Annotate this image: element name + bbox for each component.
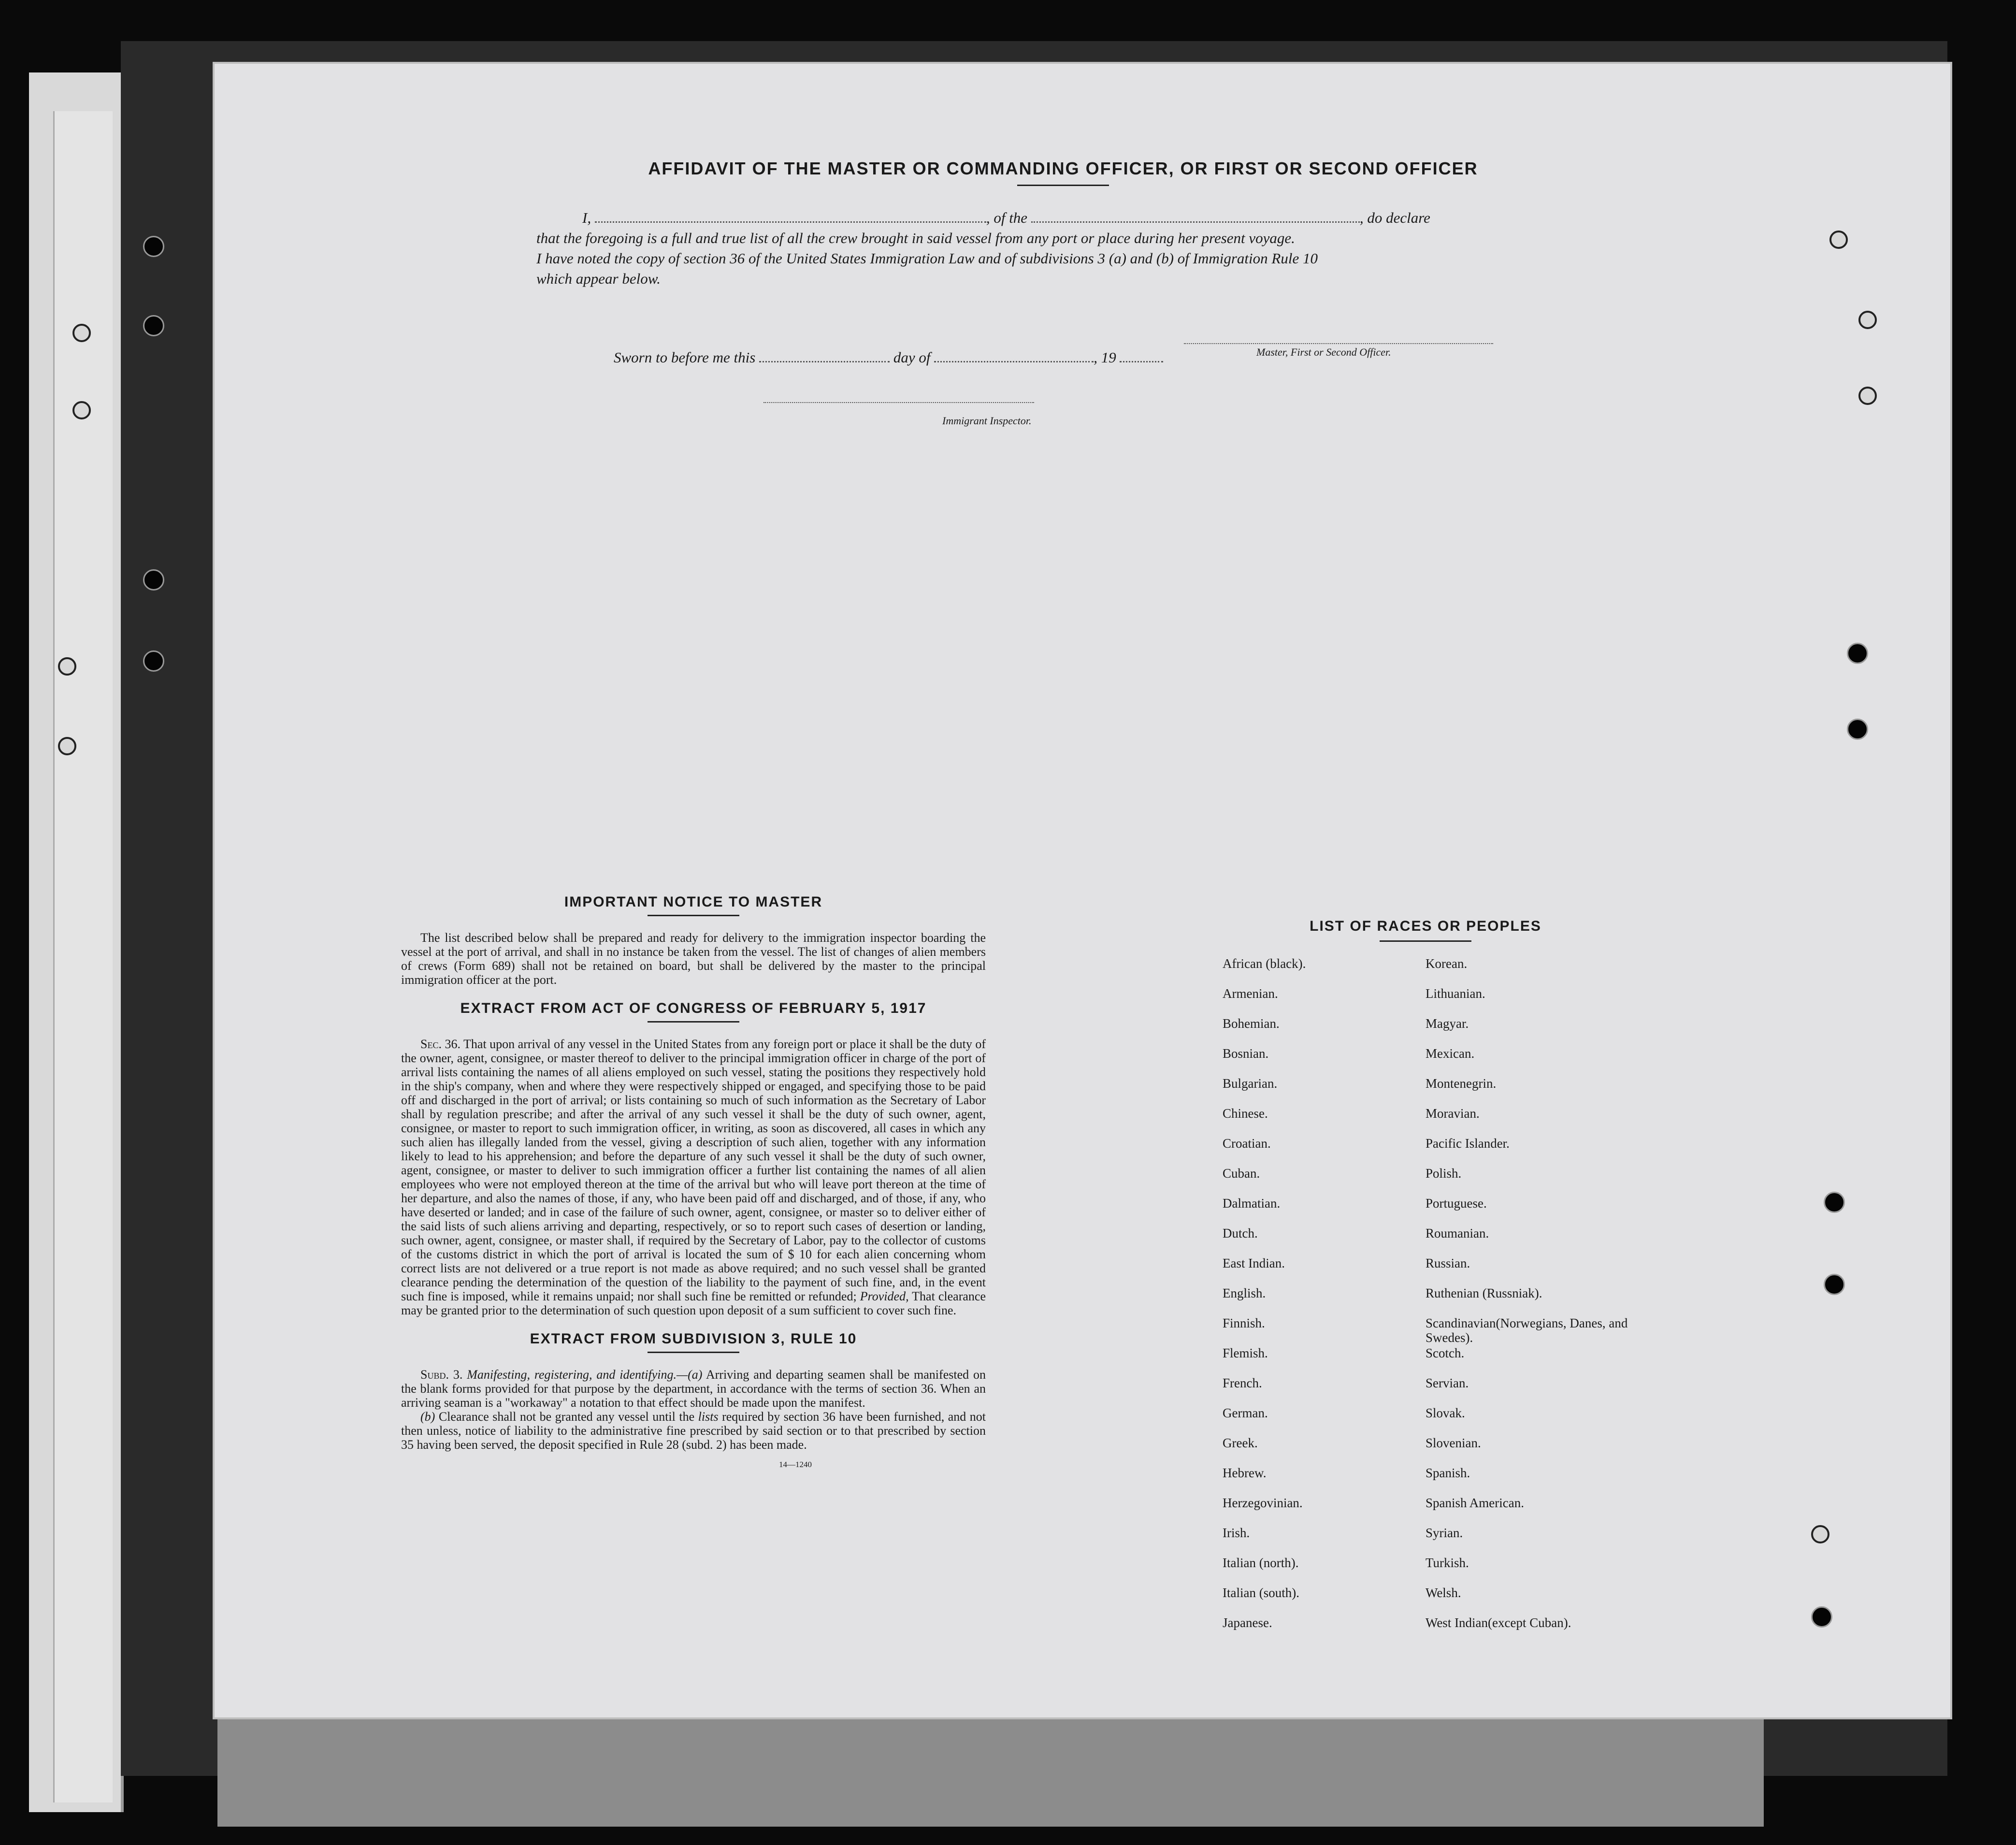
race-item: Dalmatian.: [1223, 1196, 1281, 1211]
punch-hole: [1824, 1274, 1845, 1295]
binder-hole: [143, 315, 164, 336]
races-left-column: [1223, 956, 1306, 1645]
race-item: Moravian.: [1426, 1106, 1480, 1121]
race-item: Croatian.: [1223, 1136, 1271, 1151]
race-item: Spanish.: [1426, 1466, 1470, 1480]
notices-column: [401, 895, 986, 1471]
underlying-page-strip: [217, 1715, 1764, 1827]
declaration-line-3: I have noted the copy of section 36 of the United States Immigration Law and of subdivisions 3 (a) and (b) of Immigration Rule 10: [536, 250, 1318, 267]
race-item: Russian.: [1426, 1256, 1470, 1270]
races-title: LIST OF RACES OR PEOPLES: [1310, 918, 1541, 934]
act-extract-text: Sec. 36. That upon arrival of any vessel in the United States from any foreign port or place it shall be the duty of the owner, agent, consignee, or master thereof to deliver to the principal immigration officer in charge of the port of arrival lists containing the names of all aliens employed on such vessel, stating the positions they respectively hold in the ship's company, when and where they were respectively shipped or engaged, and specifying those to be paid off and discharged in the port of arrival; or lists containing so much of such information as the Secretary of Labor shall by regulation prescribe; and after the arrival of any such vessel it shall be the duty of such owner, agent, consignee, or master to report to such immigration officer, in writing, as soon as discovered, all cases in which any such alien has illegally landed from the vessel, giving a description of such alien, together with any information likely to lead to his apprehension; and before the departure of any such vessel it shall be the duty of such owner, agent, consignee, or master to deliver to such immigration officer a further list containing the names of all alien employees who were not employed thereon at the time of the arrival but who will leave port thereon at the time of her departure, and also the names of those, if any, who have been paid off and discharged, and of those, if any, who have deserted or landed; and in case of the failure of such owner, agent, consignee, or master so to deliver either of the said lists of such aliens arriving and departing, respectively, or so to report such cases of desertion or landing, such owner, agent, consignee, or master shall, if required by the Secretary of Labor, pay to the collector of customs of the customs district in which the port of arrival is located the sum of $ 10 for each alien concerning whom correct lists are not delivered or a true report is not made as above required; and no such vessel shall be granted clearance pending the determination of the question of the liability to the payment of such fine, and, in the event such fine is imposed, while it remains unpaid; nor shall such fine be remitted or refunded; Provided, That clearance may be granted prior to the determination of such question upon deposit of a sum sufficient to cover such fine.: [401, 1037, 986, 1317]
inspector-caption: Immigrant Inspector.: [942, 415, 1032, 427]
race-item: English.: [1223, 1286, 1266, 1300]
declaration-of-the: , of the: [986, 209, 1028, 226]
title-rule: [1380, 940, 1471, 942]
race-item: Mexican.: [1426, 1046, 1475, 1061]
notice-text: The list described below shall be prepared and ready for delivery to the immigration inspector boarding the vessel at the port of arrival, and shall in no instance be taken from the vessel. The list of changes of alien members of crews (Form 689) shall not be retained on board, but shall be delivered by the master to the principal immigration officer at the port.: [401, 931, 986, 987]
punch-hole: [1811, 1606, 1832, 1628]
races-right-column: [1426, 956, 1643, 1645]
act-extract-title: EXTRACT FROM ACT OF CONGRESS OF FEBRUARY 5, 1917: [460, 1000, 927, 1016]
punch-hole: [1847, 719, 1868, 740]
race-item: Greek.: [1223, 1436, 1258, 1450]
race-item: Cuban.: [1223, 1166, 1260, 1181]
binder-hole: [72, 324, 91, 342]
race-item: Polish.: [1426, 1166, 1462, 1181]
race-item: Ruthenian (Russniak).: [1426, 1286, 1542, 1300]
name-blank[interactable]: [595, 221, 986, 223]
rule-extract-text-b: (b) Clearance shall not be granted any vessel until the lists required by section 36 have been furnished, and not then unless, notice of liability to the administrative fine prescribed by said section or to that prescribed by section 35 having been served, the deposit specified in Rule 28 (subd. 2) has been made.: [401, 1410, 986, 1452]
race-item: Korean.: [1426, 956, 1468, 971]
race-item: Finnish.: [1223, 1316, 1265, 1330]
races-list: [1208, 918, 1643, 1672]
punch-hole: [1858, 387, 1877, 405]
race-item: Armenian.: [1223, 986, 1278, 1001]
officer-signature-line[interactable]: [1184, 343, 1493, 344]
race-item: Montenegrin.: [1426, 1076, 1497, 1091]
notice-title: IMPORTANT NOTICE TO MASTER: [564, 894, 823, 910]
race-item: Herzegovinian.: [1223, 1496, 1303, 1510]
officer-caption: Master, First or Second Officer.: [1256, 346, 1391, 358]
race-item: Bosnian.: [1223, 1046, 1269, 1061]
affidavit-title: AFFIDAVIT OF THE MASTER OR COMMANDING OFFICER, OR FIRST OR SECOND OFFICER: [532, 159, 1595, 186]
race-item: Japanese.: [1223, 1615, 1272, 1630]
race-item: Lithuanian.: [1426, 986, 1485, 1001]
race-item: East Indian.: [1223, 1256, 1285, 1270]
punch-hole: [1829, 231, 1848, 249]
race-item: Bulgarian.: [1223, 1076, 1278, 1091]
rule-extract-title: EXTRACT FROM SUBDIVISION 3, RULE 10: [530, 1331, 857, 1347]
race-item: Italian (north).: [1223, 1556, 1299, 1570]
race-item: Flemish.: [1223, 1346, 1268, 1360]
binder-hole: [58, 737, 76, 755]
affidavit-declaration: [536, 208, 1503, 289]
race-item: Spanish American.: [1426, 1496, 1524, 1510]
race-item: Scotch.: [1426, 1346, 1465, 1360]
binder-hole: [143, 236, 164, 257]
binder-strip-inner: [53, 111, 113, 1802]
sworn-year-blank[interactable]: [1120, 361, 1163, 362]
race-item: Roumanian.: [1426, 1226, 1489, 1240]
race-item: Servian.: [1426, 1376, 1469, 1390]
rule-extract-text-a: Subd. 3. Manifesting, registering, and identifying.—(a) Arriving and departing seamen shall be manifested on the blank forms provided for that purpose by the department, in accordance with the terms of section 36. When an arriving seaman is a "workaway" a notation to that effect should be made upon the manifest.: [401, 1368, 986, 1410]
race-item: Dutch.: [1223, 1226, 1258, 1240]
punch-hole: [1858, 311, 1877, 329]
race-item: Syrian.: [1426, 1526, 1463, 1540]
declaration-line-2: that the foregoing is a full and true list of all the crew brought in said vessel from any port or place during her present voyage.: [536, 230, 1295, 246]
race-item: Irish.: [1223, 1526, 1250, 1540]
race-item: West Indian(except Cuban).: [1426, 1615, 1571, 1630]
inspector-signature-line[interactable]: [763, 402, 1034, 403]
race-item: Italian (south).: [1223, 1586, 1299, 1600]
punch-hole: [1824, 1192, 1845, 1213]
race-item: Slovak.: [1426, 1406, 1465, 1420]
title-rule: [648, 1352, 739, 1353]
form-number: 14—1240: [779, 1460, 812, 1469]
race-item: Hebrew.: [1223, 1466, 1267, 1480]
declaration-i: I,: [582, 209, 591, 226]
race-item: Pacific Islander.: [1426, 1136, 1510, 1151]
race-item: Turkish.: [1426, 1556, 1469, 1570]
race-item: German.: [1223, 1406, 1268, 1420]
binder-hole: [143, 569, 164, 591]
race-item: Portuguese.: [1426, 1196, 1487, 1211]
vessel-blank[interactable]: [1031, 221, 1360, 223]
binder-hole: [143, 650, 164, 672]
punch-hole: [1847, 643, 1868, 664]
race-item: Welsh.: [1426, 1586, 1461, 1600]
race-item: Scandinavian(Norwegians, Danes, and Swedes).: [1426, 1316, 1628, 1345]
punch-hole: [1811, 1525, 1829, 1543]
race-item: Slovenian.: [1426, 1436, 1481, 1450]
binder-hole: [58, 657, 76, 676]
race-item: Chinese.: [1223, 1106, 1268, 1121]
sworn-statement: Sworn to before me this day of , 19: [614, 349, 1242, 366]
declaration-line-4: which appear below.: [536, 270, 661, 287]
race-item: African (black).: [1223, 956, 1306, 971]
race-item: Bohemian.: [1223, 1016, 1280, 1031]
sworn-day-blank[interactable]: [759, 361, 890, 362]
title-rule: [648, 1021, 739, 1023]
declaration-do-declare: , do declare: [1359, 209, 1430, 226]
race-item: French.: [1223, 1376, 1262, 1390]
binder-hole: [72, 401, 91, 419]
title-rule: [648, 915, 739, 916]
sworn-month-blank[interactable]: [934, 361, 1094, 362]
race-item: Magyar.: [1426, 1016, 1469, 1031]
